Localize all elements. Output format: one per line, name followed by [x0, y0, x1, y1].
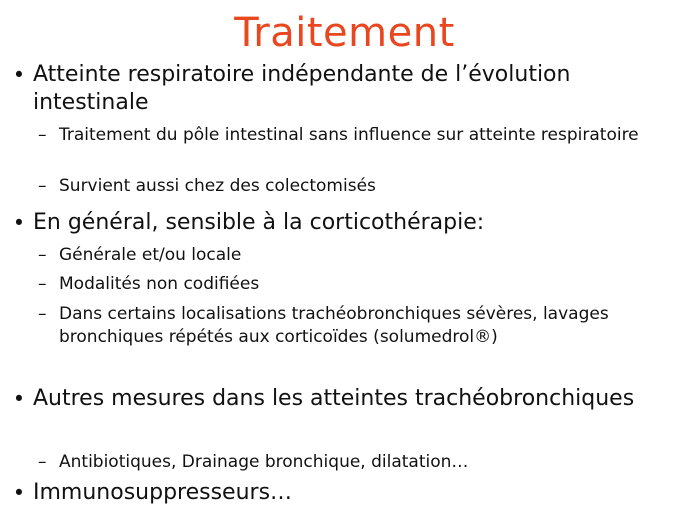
dash-marker: – — [38, 304, 47, 324]
bullet-marker: • — [12, 63, 26, 87]
dash-marker: – — [38, 125, 47, 145]
bullet-marker: • — [12, 481, 26, 505]
sub-item-text: Survient aussi chez des colectomisés — [59, 176, 376, 196]
dash-marker: – — [38, 274, 47, 294]
slide-title: Traitement — [234, 10, 455, 56]
bullet-text: En général, sensible à la corticothérapie: — [33, 210, 485, 235]
sub-item-text: Antibiotiques, Drainage bronchique, dilatation… — [59, 452, 469, 472]
bullet-text: Autres mesures dans les atteintes trachéobronchiques — [33, 386, 635, 411]
sub-item-text: Dans certains localisations trachéobronchiques sévères, lavages bronchiques répétés aux corticoïdes (solumedrol®) — [59, 304, 609, 347]
sub-item-text: Générale et/ou locale — [59, 245, 242, 265]
dash-marker: – — [38, 176, 47, 196]
sub-item-text: Modalités non codifiées — [59, 274, 260, 294]
dash-marker: – — [38, 245, 47, 265]
bullet-text: Atteinte respiratoire indépendante de l’évolution intestinale — [33, 62, 571, 115]
bullet-marker: • — [12, 387, 26, 411]
bullet-text: Immunosuppresseurs… — [33, 480, 293, 505]
sub-item-text: Traitement du pôle intestinal sans influence sur atteinte respiratoire — [59, 125, 639, 145]
bullet-marker: • — [12, 211, 26, 235]
dash-marker: – — [38, 452, 47, 472]
